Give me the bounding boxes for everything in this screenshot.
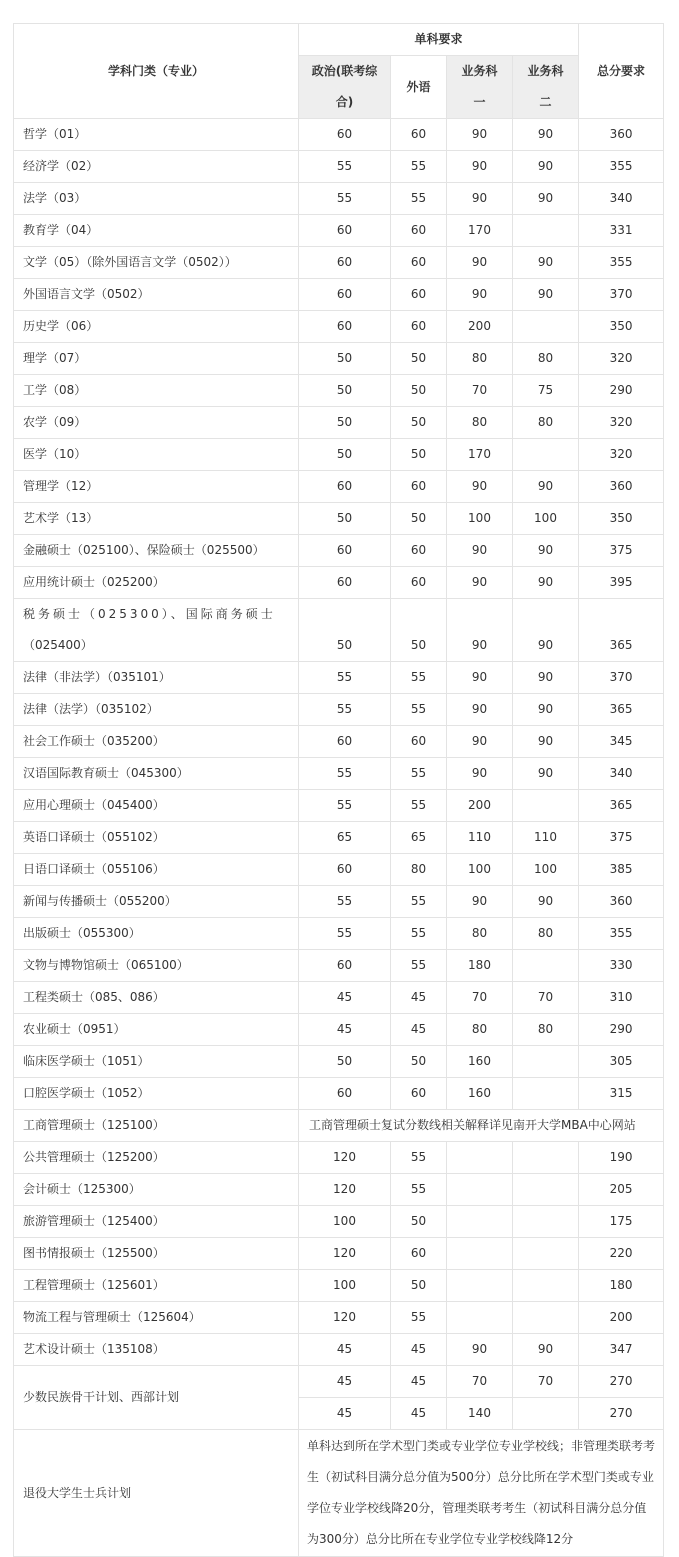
- row-total-score: 270: [579, 1398, 664, 1430]
- row-total-score: 345: [579, 726, 664, 758]
- row-category-name: 会计硕士（125300）: [14, 1174, 299, 1206]
- row-total-score: 175: [579, 1206, 664, 1238]
- row-score-c3: 160: [447, 1078, 513, 1110]
- row-score-c2: 55: [391, 183, 447, 215]
- table-row: [14, 1078, 664, 1110]
- row-score-c3: 80: [447, 343, 513, 375]
- header-category: 学科门类（专业）: [14, 24, 299, 119]
- table-row: [14, 1334, 664, 1366]
- row-category-name: 物流工程与管理硕士（125604）: [14, 1302, 299, 1334]
- row-score-c1: 60: [299, 726, 391, 758]
- table-row: [14, 343, 664, 375]
- row-score-c2: 55: [391, 694, 447, 726]
- table-row: [14, 1014, 664, 1046]
- row-score-c1: 50: [299, 1046, 391, 1078]
- table-row: [14, 854, 664, 886]
- row-category-name: 应用心理硕士（045400）: [14, 790, 299, 822]
- row-category-name: 口腔医学硕士（1052）: [14, 1078, 299, 1110]
- row-total-score: 370: [579, 279, 664, 311]
- row-score-c4: 90: [513, 247, 579, 279]
- row-total-score: 355: [579, 918, 664, 950]
- table-row: [14, 982, 664, 1014]
- row-score-c2: 45: [391, 1334, 447, 1366]
- row-score-c1: 120: [299, 1142, 391, 1174]
- row-score-c1: 100: [299, 1206, 391, 1238]
- row-category-name: 新闻与传播硕士（055200）: [14, 886, 299, 918]
- table-row: [14, 1206, 664, 1238]
- row-total-score: 355: [579, 151, 664, 183]
- row-score-c1: 60: [299, 535, 391, 567]
- row-score-c1: 60: [299, 311, 391, 343]
- row-score-c2: 50: [391, 1206, 447, 1238]
- row-score-c1: 55: [299, 662, 391, 694]
- row-score-c3: 140: [447, 1398, 513, 1430]
- table-row: [14, 567, 664, 599]
- row-score-c3: 90: [447, 151, 513, 183]
- row-score-c4: 90: [513, 599, 579, 662]
- row-score-c4: [513, 1302, 579, 1334]
- row-score-c2: 55: [391, 662, 447, 694]
- row-total-score: 220: [579, 1238, 664, 1270]
- row-score-c1: 120: [299, 1174, 391, 1206]
- row-score-c3: 90: [447, 726, 513, 758]
- row-category-name: 旅游管理硕士（125400）: [14, 1206, 299, 1238]
- row-total-score: 315: [579, 1078, 664, 1110]
- table-row: [14, 439, 664, 471]
- row-score-c4: 90: [513, 119, 579, 151]
- row-score-c3: 200: [447, 790, 513, 822]
- row-score-c1: 45: [299, 1398, 391, 1430]
- table-row: [14, 1270, 664, 1302]
- table-row: [14, 1238, 664, 1270]
- row-score-c3: [447, 1238, 513, 1270]
- row-score-c2: 55: [391, 886, 447, 918]
- row-score-c1: 100: [299, 1270, 391, 1302]
- row-category-name: 法律（法学）（035102）: [14, 694, 299, 726]
- row-total-score: 370: [579, 662, 664, 694]
- table-row: [14, 1430, 664, 1557]
- row-score-c1: 60: [299, 950, 391, 982]
- row-score-c4: 90: [513, 567, 579, 599]
- row-score-c3: 90: [447, 183, 513, 215]
- row-category-name: 农学（09）: [14, 407, 299, 439]
- row-score-c2: 45: [391, 1398, 447, 1430]
- row-score-c1: 55: [299, 758, 391, 790]
- row-score-c1: 50: [299, 343, 391, 375]
- row-score-c3: 160: [447, 1046, 513, 1078]
- row-score-c4: 80: [513, 918, 579, 950]
- row-score-c4: 75: [513, 375, 579, 407]
- row-score-c4: [513, 311, 579, 343]
- table-row: [14, 375, 664, 407]
- table-row: [14, 950, 664, 982]
- row-score-c1: 55: [299, 694, 391, 726]
- row-score-c4: 90: [513, 535, 579, 567]
- row-score-c4: [513, 1078, 579, 1110]
- row-score-c2: 65: [391, 822, 447, 854]
- header-subject2: 业务科二: [513, 56, 579, 119]
- row-category-name: 图书情报硕士（125500）: [14, 1238, 299, 1270]
- row-score-c4: [513, 1238, 579, 1270]
- row-total-score: 320: [579, 439, 664, 471]
- row-total-score: 180: [579, 1270, 664, 1302]
- row-score-c2: 45: [391, 1014, 447, 1046]
- row-score-c3: 100: [447, 503, 513, 535]
- row-score-c4: 80: [513, 1014, 579, 1046]
- row-total-score: 290: [579, 375, 664, 407]
- table-row: [14, 694, 664, 726]
- row-score-c3: 90: [447, 694, 513, 726]
- row-total-score: 330: [579, 950, 664, 982]
- row-score-c2: 50: [391, 503, 447, 535]
- row-total-score: 340: [579, 758, 664, 790]
- row-score-c4: 110: [513, 822, 579, 854]
- row-total-score: 360: [579, 119, 664, 151]
- row-score-c2: 55: [391, 1302, 447, 1334]
- row-score-c4: [513, 1046, 579, 1078]
- table-row: [14, 790, 664, 822]
- row-score-c3: 80: [447, 407, 513, 439]
- row-category-name: 哲学（01）: [14, 119, 299, 151]
- row-score-c3: 170: [447, 439, 513, 471]
- row-score-c3: 170: [447, 215, 513, 247]
- row-category-name-line2: （025400）: [23, 638, 93, 652]
- row-total-score: 305: [579, 1046, 664, 1078]
- row-score-c1: 60: [299, 215, 391, 247]
- row-score-c3: 90: [447, 758, 513, 790]
- table-row: [14, 886, 664, 918]
- row-category-name: 工程管理硕士（125601）: [14, 1270, 299, 1302]
- row-category-name: 法律（非法学）（035101）: [14, 662, 299, 694]
- row-score-c4: 70: [513, 982, 579, 1014]
- mba-note: 工商管理硕士复试分数线相关解释详见南开大学MBA中心网站: [299, 1110, 664, 1142]
- row-score-c2: 50: [391, 407, 447, 439]
- row-score-c1: 60: [299, 854, 391, 886]
- row-score-c2: 60: [391, 471, 447, 503]
- table-row: [14, 535, 664, 567]
- row-total-score: 375: [579, 822, 664, 854]
- row-category-name: 文物与博物馆硕士（065100）: [14, 950, 299, 982]
- row-score-c1: 45: [299, 1366, 391, 1398]
- row-total-score: 365: [579, 790, 664, 822]
- row-score-c2: 60: [391, 247, 447, 279]
- row-score-c2: 60: [391, 215, 447, 247]
- row-score-c3: 90: [447, 247, 513, 279]
- row-score-c2: 50: [391, 375, 447, 407]
- row-score-c3: 180: [447, 950, 513, 982]
- row-category-name: 艺术设计硕士（135108）: [14, 1334, 299, 1366]
- row-score-c2: 50: [391, 1046, 447, 1078]
- row-score-c3: [447, 1142, 513, 1174]
- row-score-c2: 60: [391, 1078, 447, 1110]
- row-total-score: 365: [579, 599, 664, 662]
- row-score-c1: 50: [299, 599, 391, 662]
- table-body: [14, 119, 664, 1557]
- row-score-c3: 90: [447, 119, 513, 151]
- row-score-c3: 70: [447, 375, 513, 407]
- row-total-score: 205: [579, 1174, 664, 1206]
- row-score-c3: [447, 1270, 513, 1302]
- row-score-c2: 55: [391, 1174, 447, 1206]
- row-score-c1: 50: [299, 503, 391, 535]
- table-row: [14, 758, 664, 790]
- table-row: [14, 1302, 664, 1334]
- row-score-c1: 60: [299, 471, 391, 503]
- score-table-container: [13, 23, 664, 1557]
- row-score-c1: 60: [299, 1078, 391, 1110]
- row-score-c4: 70: [513, 1366, 579, 1398]
- row-score-c2: 45: [391, 1366, 447, 1398]
- row-category-name: 理学（07）: [14, 343, 299, 375]
- row-category-name: 公共管理硕士（125200）: [14, 1142, 299, 1174]
- row-score-c2: 50: [391, 439, 447, 471]
- row-score-c2: 50: [391, 599, 447, 662]
- table-row: [14, 311, 664, 343]
- row-score-c4: 80: [513, 407, 579, 439]
- row-score-c3: 70: [447, 1366, 513, 1398]
- row-score-c3: 90: [447, 1334, 513, 1366]
- row-score-c1: 45: [299, 1334, 391, 1366]
- header-politics: 政治(联考综合): [299, 56, 391, 119]
- row-category-name: 应用统计硕士（025200）: [14, 567, 299, 599]
- row-score-c4: 90: [513, 279, 579, 311]
- table-row: [14, 471, 664, 503]
- row-score-c4: 80: [513, 343, 579, 375]
- row-score-c4: 90: [513, 726, 579, 758]
- table-row: [14, 1110, 664, 1142]
- row-score-c1: 50: [299, 375, 391, 407]
- table-row: [14, 1174, 664, 1206]
- header-subject1: 业务科一: [447, 56, 513, 119]
- row-score-c3: [447, 1302, 513, 1334]
- row-total-score: 331: [579, 215, 664, 247]
- table-row: [14, 1046, 664, 1078]
- table-row: [14, 1142, 664, 1174]
- row-score-c3: 100: [447, 854, 513, 886]
- row-score-c4: 100: [513, 854, 579, 886]
- row-score-c1: 65: [299, 822, 391, 854]
- row-total-score: 200: [579, 1302, 664, 1334]
- row-score-c4: [513, 1270, 579, 1302]
- row-total-score: 360: [579, 886, 664, 918]
- row-category-name: [14, 599, 299, 662]
- table-row: [14, 151, 664, 183]
- row-score-c2: 60: [391, 119, 447, 151]
- row-score-c1: 55: [299, 183, 391, 215]
- row-score-c4: [513, 1174, 579, 1206]
- row-score-c4: 90: [513, 886, 579, 918]
- row-score-c1: 55: [299, 151, 391, 183]
- row-score-c4: 90: [513, 758, 579, 790]
- row-category-name: 出版硕士（055300）: [14, 918, 299, 950]
- row-category-name: 汉语国际教育硕士（045300）: [14, 758, 299, 790]
- header-total: 总分要求: [579, 24, 664, 119]
- row-total-score: 385: [579, 854, 664, 886]
- row-score-c3: 90: [447, 471, 513, 503]
- row-category-name: 少数民族骨干计划、西部计划: [14, 1366, 299, 1430]
- row-score-c3: [447, 1174, 513, 1206]
- row-score-c4: 90: [513, 694, 579, 726]
- table-row: [14, 1366, 664, 1398]
- row-total-score: 375: [579, 535, 664, 567]
- row-score-c3: [447, 1206, 513, 1238]
- row-category-name: 工商管理硕士（125100）: [14, 1110, 299, 1142]
- table-row: [14, 183, 664, 215]
- row-category-name: 工学（08）: [14, 375, 299, 407]
- row-category-name: 文学（05）（除外国语言文学（0502））: [14, 247, 299, 279]
- row-total-score: 340: [579, 183, 664, 215]
- row-score-c4: [513, 1142, 579, 1174]
- table-row: [14, 822, 664, 854]
- table-row: [14, 247, 664, 279]
- row-category-name: 法学（03）: [14, 183, 299, 215]
- row-total-score: 365: [579, 694, 664, 726]
- row-category-name: 历史学（06）: [14, 311, 299, 343]
- row-score-c4: 100: [513, 503, 579, 535]
- row-total-score: 190: [579, 1142, 664, 1174]
- row-category-name: 医学（10）: [14, 439, 299, 471]
- row-score-c4: [513, 950, 579, 982]
- row-score-c4: [513, 439, 579, 471]
- row-score-c2: 55: [391, 918, 447, 950]
- row-score-c1: 60: [299, 247, 391, 279]
- row-score-c2: 60: [391, 535, 447, 567]
- row-total-score: 310: [579, 982, 664, 1014]
- row-category-name: 农业硕士（0951）: [14, 1014, 299, 1046]
- row-category-name: 金融硕士（025100）、保险硕士（025500）: [14, 535, 299, 567]
- row-score-c2: 55: [391, 151, 447, 183]
- row-total-score: 347: [579, 1334, 664, 1366]
- row-score-c1: 50: [299, 439, 391, 471]
- row-score-c2: 55: [391, 790, 447, 822]
- row-score-c1: 120: [299, 1238, 391, 1270]
- veteran-note: 单科达到所在学术型门类或专业学位专业学校线；非管理类联考考生（初试科目满分总分值为500分）总分比所在学术型门类或专业学位专业学校线降20分，管理类联考考生（初试科目满分总分值为300分）总分比所在专业学位专业学校线降12分: [299, 1430, 664, 1557]
- row-score-c1: 50: [299, 407, 391, 439]
- table-row: [14, 503, 664, 535]
- row-score-c1: 55: [299, 790, 391, 822]
- row-score-c4: [513, 1206, 579, 1238]
- row-category-name: 外国语言文学（0502）: [14, 279, 299, 311]
- header-single-requirement: 单科要求: [299, 24, 579, 56]
- row-score-c1: 45: [299, 982, 391, 1014]
- row-score-c4: 90: [513, 471, 579, 503]
- row-score-c2: 60: [391, 279, 447, 311]
- row-score-c3: 90: [447, 535, 513, 567]
- row-score-c2: 50: [391, 343, 447, 375]
- row-score-c4: 90: [513, 1334, 579, 1366]
- row-score-c2: 60: [391, 311, 447, 343]
- row-category-name-line1: 税务硕士（025300）、国际商务硕士: [23, 607, 276, 621]
- row-total-score: 320: [579, 407, 664, 439]
- row-score-c1: 60: [299, 119, 391, 151]
- row-score-c4: 90: [513, 183, 579, 215]
- table-row: [14, 215, 664, 247]
- row-total-score: 270: [579, 1366, 664, 1398]
- table-row: [14, 918, 664, 950]
- table-row: [14, 407, 664, 439]
- row-total-score: 355: [579, 247, 664, 279]
- row-category-name: 退役大学生士兵计划: [14, 1430, 299, 1557]
- row-score-c1: 45: [299, 1014, 391, 1046]
- row-score-c1: 55: [299, 886, 391, 918]
- row-score-c3: 90: [447, 886, 513, 918]
- row-total-score: 350: [579, 503, 664, 535]
- row-score-c2: 60: [391, 1238, 447, 1270]
- row-category-name: 临床医学硕士（1051）: [14, 1046, 299, 1078]
- row-category-name: 英语口译硕士（055102）: [14, 822, 299, 854]
- row-score-c3: 80: [447, 1014, 513, 1046]
- row-score-c3: 70: [447, 982, 513, 1014]
- row-score-c2: 55: [391, 1142, 447, 1174]
- row-total-score: 360: [579, 471, 664, 503]
- row-score-c2: 55: [391, 950, 447, 982]
- row-score-c2: 45: [391, 982, 447, 1014]
- row-score-c2: 60: [391, 726, 447, 758]
- row-category-name: 教育学（04）: [14, 215, 299, 247]
- row-category-name: 社会工作硕士（035200）: [14, 726, 299, 758]
- header-foreign: 外语: [391, 56, 447, 119]
- row-score-c4: [513, 1398, 579, 1430]
- row-score-c3: 90: [447, 567, 513, 599]
- row-total-score: 395: [579, 567, 664, 599]
- table-row: [14, 599, 664, 662]
- row-score-c4: [513, 790, 579, 822]
- row-score-c2: 60: [391, 567, 447, 599]
- row-score-c3: 90: [447, 662, 513, 694]
- row-score-c1: 120: [299, 1302, 391, 1334]
- row-category-name: 日语口译硕士（055106）: [14, 854, 299, 886]
- row-score-c2: 55: [391, 758, 447, 790]
- row-score-c3: 90: [447, 599, 513, 662]
- row-total-score: 350: [579, 311, 664, 343]
- row-score-c2: 50: [391, 1270, 447, 1302]
- row-total-score: 320: [579, 343, 664, 375]
- row-score-c3: 90: [447, 279, 513, 311]
- row-score-c3: 110: [447, 822, 513, 854]
- row-category-name: 管理学（12）: [14, 471, 299, 503]
- row-category-name: 工程类硕士（085、086）: [14, 982, 299, 1014]
- row-score-c1: 60: [299, 279, 391, 311]
- row-score-c1: 55: [299, 918, 391, 950]
- table-row: [14, 279, 664, 311]
- score-requirements-table: [13, 23, 664, 1557]
- row-score-c2: 80: [391, 854, 447, 886]
- row-total-score: 290: [579, 1014, 664, 1046]
- row-category-name: 艺术学（13）: [14, 503, 299, 535]
- row-score-c4: 90: [513, 151, 579, 183]
- table-row: [14, 662, 664, 694]
- row-score-c4: 90: [513, 662, 579, 694]
- row-category-name: 经济学（02）: [14, 151, 299, 183]
- table-row: [14, 726, 664, 758]
- row-score-c1: 60: [299, 567, 391, 599]
- row-score-c4: [513, 215, 579, 247]
- row-score-c3: 80: [447, 918, 513, 950]
- table-row: [14, 119, 664, 151]
- row-score-c3: 200: [447, 311, 513, 343]
